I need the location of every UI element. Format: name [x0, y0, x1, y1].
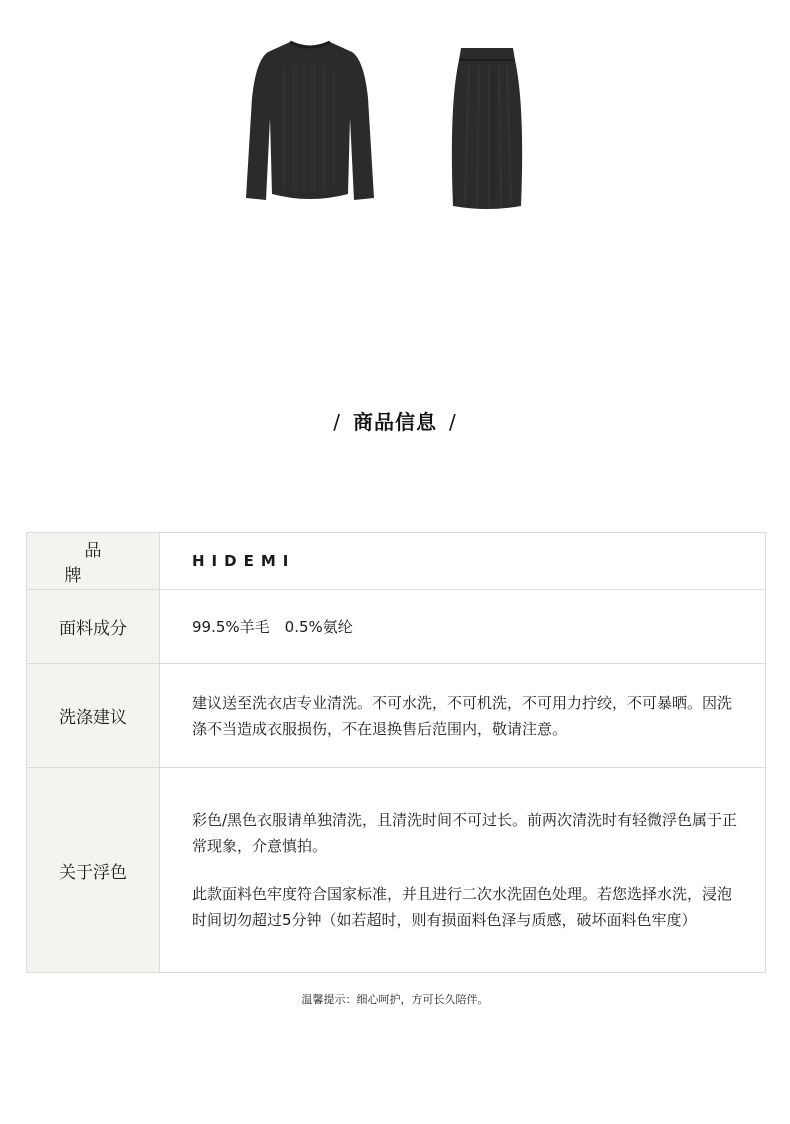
- row-label: [27, 533, 160, 590]
- table-row: [27, 533, 766, 590]
- footer-note: 温馨提示：细心呵护，方可长久陪伴。: [301, 993, 489, 1006]
- care-value: 建议送至洗衣店专业清洗。不可水洗，不可机洗，不可用力拧绞，不可暴晒。因洗涤不当造成衣服损伤，不在退换售后范围内，敬请注意。: [160, 664, 766, 768]
- knit-skirt-icon: [449, 46, 525, 214]
- product-info-table: [26, 532, 766, 973]
- row-value: [160, 533, 766, 590]
- color-bleed-label: 关于浮色: [27, 768, 160, 973]
- fabric-label: 面料成分: [27, 590, 160, 664]
- title-slash-right: /: [449, 410, 457, 434]
- brand-value: HIDEMI: [192, 552, 296, 570]
- title-slash-left: /: [333, 410, 341, 434]
- table-row: [27, 590, 766, 664]
- title-text: 商品信息: [353, 410, 437, 434]
- brand-label: 品 牌: [64, 541, 142, 586]
- care-label: 洗涤建议: [27, 664, 160, 768]
- table-row: [27, 664, 766, 768]
- fabric-value: 99.5%羊毛 0.5%氨纶: [160, 590, 766, 664]
- color-bleed-paragraph: 彩色/黑色衣服请单独清洗，且清洗时间不可过长。前两次清洗时有轻微浮色属于正常现象，介意慎拍。: [192, 811, 738, 855]
- color-bleed-value: [160, 768, 766, 973]
- section-title: [0, 406, 790, 435]
- table-row: [27, 768, 766, 973]
- knit-sweater-icon: [244, 38, 376, 206]
- product-images: [0, 38, 790, 218]
- color-bleed-paragraph: 此款面料色牢度符合国家标准，并且进行二次水洗固色处理。若您选择水洗，浸泡时间切勿超过5分钟（如若超时，则有损面料色泽与质感，破坏面料色牢度）: [192, 885, 733, 929]
